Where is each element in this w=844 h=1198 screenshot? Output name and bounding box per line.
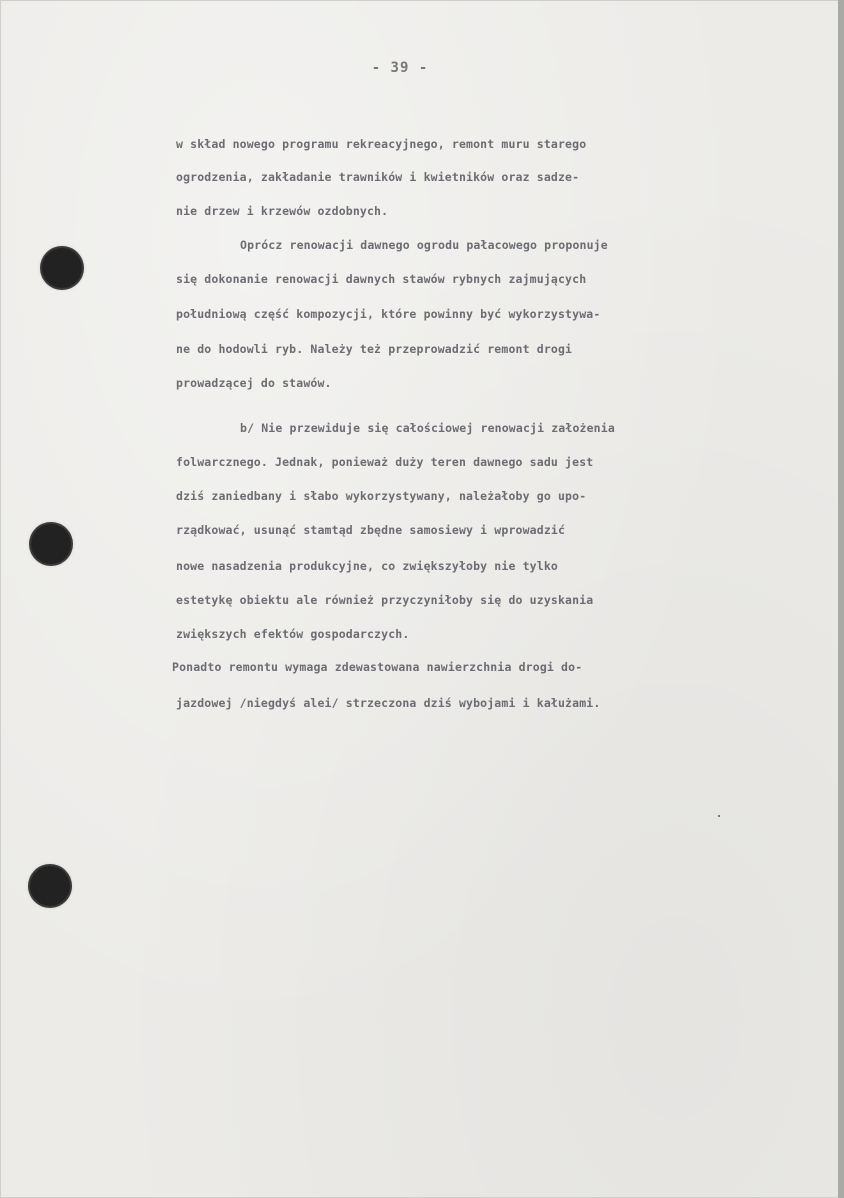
punch-hole-icon (31, 524, 71, 564)
text-line: Oprócz renowacji dawnego ogrodu pałacowego proponuje (240, 238, 608, 252)
text-line: prowadzącej do stawów. (176, 376, 332, 390)
text-line: nowe nasadzenia produkcyjne, co zwiększyłoby nie tylko (176, 559, 558, 573)
text-line: południową część kompozycji, które powinny być wykorzystywa- (176, 307, 601, 321)
text-line: w skład nowego programu rekreacyjnego, remont muru starego (176, 137, 587, 151)
page-edge-shadow (838, 0, 844, 1198)
text-line: ogrodzenia, zakładanie trawników i kwietników oraz sadze- (176, 170, 580, 184)
text-line: rządkować, usunąć stamtąd zbędne samosiewy i wprowadzić (176, 523, 566, 537)
page-number: - 39 - (371, 60, 429, 76)
text-line: nie drzew i krzewów ozdobnych. (176, 204, 389, 218)
text-line: dziś zaniedbany i słabo wykorzystywany, należałoby go upo- (176, 489, 587, 503)
punch-hole-icon (42, 248, 82, 288)
text-line: ne do hodowli ryb. Należy też przeprowadzić remont drogi (176, 342, 573, 356)
text-line: b/ Nie przewiduje się całościowej renowacji założenia (240, 421, 615, 435)
punch-hole-icon (30, 866, 70, 906)
text-line: się dokonanie renowacji dawnych stawów rybnych zajmujących (176, 272, 587, 286)
text-line: jazdowej /niegdyś alei/ strzeczona dziś wybojami i kałużami. (176, 696, 601, 710)
paper-speck (718, 815, 720, 817)
text-line: estetykę obiektu ale również przyczyniłoby się do uzyskania (176, 593, 594, 607)
text-line: Ponadto remontu wymaga zdewastowana nawierzchnia drogi do- (172, 660, 583, 674)
text-line: zwiększych efektów gospodarczych. (176, 627, 410, 641)
text-line: folwarcznego. Jednak, ponieważ duży teren dawnego sadu jest (176, 455, 594, 469)
